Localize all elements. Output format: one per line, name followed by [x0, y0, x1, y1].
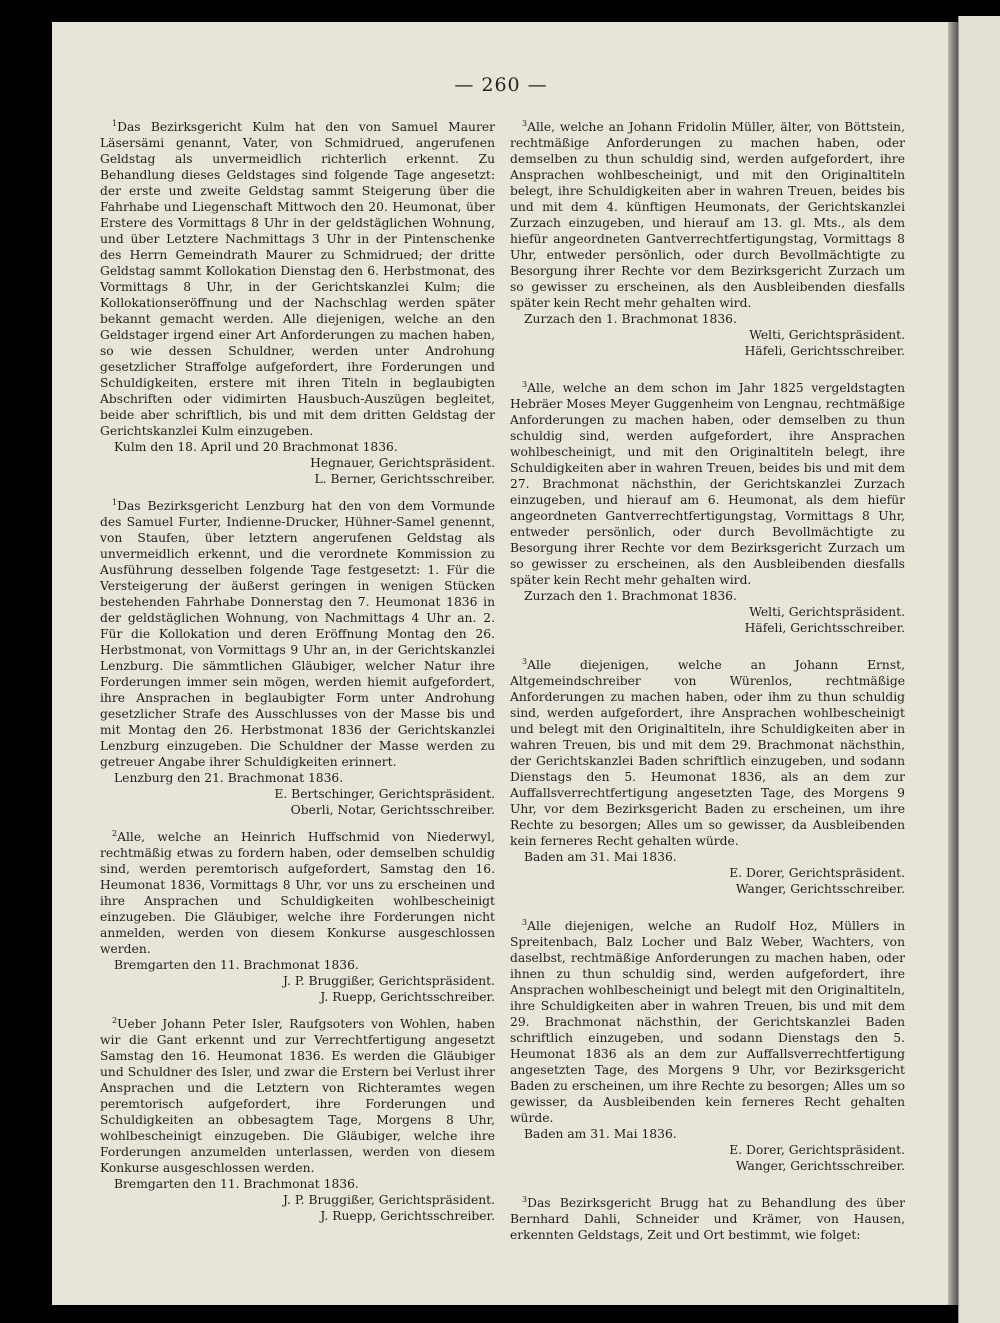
signature-president: J. P. Bruggißer, Gerichtspräsident.	[283, 974, 495, 989]
notice-place-date: Baden am 31. Mai 1836.	[524, 1127, 677, 1142]
notice-place-date: Baden am 31. Mai 1836.	[524, 850, 677, 865]
notice-text: Alle diejenigen, welche an Johann Ernst, Altgemeindschreiber von Würenlos, rechtmäßige Anforderungen zu machen haben, oder ihm zu thun schuldig sind, werden aufgefordert, ihre Ansprachen wohlbescheinigt und belegt mit den Originaltiteln, ihre Schuldigkeiten aber in wahren Treuen, bis und mit dem 29. Brachmonat nächsthin, der Gerichtskanzlei Baden schriftlich einzugeben, und sodann Dienstags den 5. Heumonat 1836, als an dem zur Auffallsverrechtfertigung angesetzten Tage, des Morgens 9 Uhr, vor dem Bezirksgericht Baden zu erscheinen, um ihre Rechte zu besorgen; Alles um so gewisser, da Ausbleibenden kein ferneres Recht gehalten würde.	[510, 658, 905, 849]
signature-president: E. Dorer, Gerichtspräsident.	[729, 866, 905, 881]
left-column	[100, 116, 495, 1232]
page-gutter-shadow	[948, 22, 958, 1305]
page-number: — 260 —	[454, 74, 548, 96]
signature-clerk: J. Ruepp, Gerichtsschreiber.	[320, 990, 495, 1005]
footnote-marker: 3	[522, 1195, 528, 1205]
footnote-marker: 3	[522, 119, 528, 128]
signature-president: E. Dorer, Gerichtspräsident.	[729, 1143, 905, 1158]
footnote-marker: 3	[522, 380, 528, 390]
notice-text: Alle, welche an Johann Fridolin Müller, älter, von Böttstein, rechtmäßige Anforderungen zu machen haben, oder demselben zu thun schuldig sind, werden aufgefordert, ihre Ansprachen wohlbescheinigt, und mit den Originaltiteln belegt, ihre Schuldigkeiten aber in wahren Treuen, beides bis und mit dem 4. künftigen Heumonats, der Gerichtskanzlei Zurzach einzugeben, und hierauf am 13. gl. Mts., als dem hiefür angeordneten Gantverrechtfertigungstag, Vormittags 8 Uhr, entweder persönlich, oder durch Bevollmächtigte zu Besorgung ihrer Rechte vor dem Bezirksgericht Zurzach um so gewisser zu erscheinen, als den Ausbleibenden diesfalls später kein Recht mehr gehalten wird.	[510, 120, 905, 311]
notice-text: Ueber Johann Peter Isler, Raufgsoters von Wohlen, haben wir die Gant erkennt und zur Verrechtfertigung angesetzt Samstag den 16. Heumonat 1836. Es werden die Gläubiger und Schuldner des Isler, und zwar die Erstern bei Verlust ihrer Ansprachen und die Letztern von Richteramtes wegen peremtorisch aufgefordert, ihre Forderungen und Schuldigkeiten an obbesagtem Tage, Morgens 8 Uhr, wohlbescheinigt einzugeben. Die Gläubiger, welche ihre Forderungen anzumelden unterlassen, werden von diesem Konkurse ausgeschlossen werden.	[100, 1017, 495, 1176]
right-column	[510, 116, 905, 1251]
footnote-marker: 3	[522, 657, 528, 667]
facing-page-edge	[958, 16, 1000, 1323]
notice-place-date: Kulm den 18. April und 20 Brachmonat 1836.	[114, 440, 398, 455]
signature-president: Welti, Gerichtspräsident.	[749, 605, 905, 620]
footnote-marker: 1	[112, 119, 118, 128]
notice-place-date: Zurzach den 1. Brachmonat 1836.	[524, 589, 737, 604]
signature-clerk: Wanger, Gerichtsschreiber.	[735, 1159, 905, 1174]
notice	[100, 826, 495, 1005]
notice	[510, 1192, 905, 1243]
signature-president: Welti, Gerichtspräsident.	[749, 328, 905, 343]
notice	[510, 915, 905, 1174]
notice-text: Alle, welche an dem schon im Jahr 1825 vergeldstagten Hebräer Moses Meyer Guggenheim von Lengnau, rechtmäßige Anforderungen zu machen haben, oder demselben zu thun schuldig sind, werden aufgefordert, ihre Ansprachen wohlbescheinigt, und mit den Originaltiteln belegt, ihre Schuldigkeiten aber in wahren Treuen, beides bis und mit dem 27. Brachmonat nächsthin, der Gerichtskanzlei Zurzach einzugeben, und hierauf am 6. Heumonat, als dem hiefür angeordneten Gantverrechtfertigungstag, Vormittags 8 Uhr, entweder persönlich, oder durch Bevollmächtigte zu Besorgung ihrer Rechte vor dem Bezirksgericht Zurzach um so gewisser zu erscheinen, als den Ausbleibenden diesfalls später kein Recht mehr gehalten wird.	[510, 381, 905, 588]
notice	[510, 377, 905, 636]
footnote-marker: 2	[112, 829, 118, 839]
notice-text: Alle diejenigen, welche an Rudolf Hoz, Müllers in Spreitenbach, Balz Locher und Balz Weber, Wachters, von daselbst, rechtmäßige Anforderungen zu machen haben, oder ihnen zu thun schuldig sind, werden aufgefordert, ihre Ansprachen wohlbescheinigt und belegt mit den Originaltiteln, ihre Schuldigkeiten aber in wahren Treuen, bis und mit dem 29. Brachmonat nächsthin, der Gerichtskanzlei Baden schriftlich einzugeben, und sodann Dienstags den 5. Heumonat 1836 als an dem zur Auffallsverrechtfertigung angesetzten Tage, des Morgens 9 Uhr, vor Bezirksgericht Baden zu erscheinen, um ihre Rechte zu besorgen; Alles um so gewisser, da Ausbleibenden kein ferneres Recht gehalten würde.	[510, 919, 905, 1126]
footnote-marker: 1	[112, 498, 118, 508]
notice	[510, 654, 905, 897]
signature-clerk: Oberli, Notar, Gerichtsschreiber.	[290, 803, 495, 818]
notice	[510, 116, 905, 359]
notice-text: Alle, welche an Heinrich Huffschmid von Niederwyl, rechtmäßig etwas zu fordern haben, oder demselben schuldig sind, werden peremtorisch aufgefordert, Samstag den 16. Heumonat 1836, Vormittags 8 Uhr, vor uns zu erscheinen und ihre Ansprachen und Schuldigkeiten wohlbescheinigt einzugeben. Die Gläubiger, welche ihre Forderungen nicht anmelden, werden von diesem Konkurse ausgeschlossen werden.	[100, 830, 495, 957]
signature-clerk: L. Berner, Gerichtsschreiber.	[314, 472, 495, 487]
notice-place-date: Bremgarten den 11. Brachmonat 1836.	[114, 958, 359, 973]
notice-place-date: Bremgarten den 11. Brachmonat 1836.	[114, 1177, 359, 1192]
signature-clerk: Wanger, Gerichtsschreiber.	[735, 882, 905, 897]
signature-clerk: Häfeli, Gerichtsschreiber.	[744, 621, 905, 636]
signature-president: E. Bertschinger, Gerichtspräsident.	[274, 787, 495, 802]
notice-place-date: Lenzburg den 21. Brachmonat 1836.	[114, 771, 344, 786]
notice	[100, 116, 495, 487]
notice-text: Das Bezirksgericht Brugg hat zu Behandlung des über Bernhard Dahli, Schneider und Krämer, von Hausen, erkennten Geldstags, Zeit und Ort bestimmt, wie folget:	[510, 1196, 905, 1243]
notice-text: Das Bezirksgericht Lenzburg hat den von dem Vormunde des Samuel Furter, Indienne-Drucker, Hühner-Samel genennt, von Staufen, über letztern angerufenen Geldstag als unvermeidlich erkennt, und die verordnete Kommission zu Ausführung desselben folgende Tage festgesetzt: 1. Für die Versteigerung der äußerst geringen in wenigen Stücken bestehenden Fahrhabe Donnerstag den 7. Heumonat 1836 in der geldstäglichen Wohnung, von Nachmittags 4 Uhr an. 2. Für die Kollokation und deren Eröffnung Montag den 26. Herbstmonat, von Vormittags 9 Uhr an, in der Gerichtskanzlei Lenzburg. Die sämmtlichen Gläubiger, welcher Natur ihre Forderungen immer sein mögen, werden hiemit aufgefordert, ihre Ansprachen in beglaubigter Form unter Androhung gesetzlicher Strafe des Ausschlusses von der Masse bis und mit Montag den 26. Herbstmonat 1836 der Gerichtskanzlei Lenzburg einzugeben. Die Schuldner der Masse werden zu getreuer Angabe ihrer Schuldigkeiten erinnert.	[100, 499, 495, 770]
notice-text: Das Bezirksgericht Kulm hat den von Samuel Maurer Läsersämi genannt, Vater, von Schmidrued, angerufenen Geldstag als unvermeidlich richterlich erkennt. Zu Behandlung dieses Geldstages sind folgende Tage angesetzt: der erste und zweite Geldstag sammt Steigerung über die Fahrhabe und Liegenschaft Mittwoch den 20. Heumonat, über Erstere des Vormittags 8 Uhr in der geldstäglichen Wohnung, und über Letztere Nachmittags 3 Uhr in der Pintenschenke des Herrn Gemeindrath Maurer zu Schmidrued; der dritte Geldstag sammt Kollokation Dienstag den 6. Herbstmonat, des Vormittags 8 Uhr, in der Gerichtskanzlei Kulm; die Kollokationseröffnung und der Nachschlag werden später bekannt gemacht werden. Alle diejenigen, welche an den Geldstager irgend einer Art Anforderungen zu machen haben, so wie dessen Schuldner, werden unter Androhung gesetzlicher Straffolge aufgefordert, ihre Forderungen und Schuldigkeiten, erstere mit ihren Titeln in beglaubigten Abschriften oder vidimirten Hausbuch-Auszügen begleitet, beide aber schriftlich, bis und mit dem dritten Geldstag der Gerichtskanzlei Kulm einzugeben.	[100, 120, 495, 439]
footnote-marker: 2	[112, 1016, 118, 1026]
footnote-marker: 3	[522, 918, 528, 928]
signature-clerk: J. Ruepp, Gerichtsschreiber.	[320, 1209, 495, 1224]
signature-president: J. P. Bruggißer, Gerichtspräsident.	[283, 1193, 495, 1208]
newspaper-page	[52, 22, 950, 1305]
notice	[100, 1013, 495, 1224]
notice-place-date: Zurzach den 1. Brachmonat 1836.	[524, 312, 737, 327]
notice	[100, 495, 495, 818]
signature-president: Hegnauer, Gerichtspräsident.	[310, 456, 495, 471]
signature-clerk: Häfeli, Gerichtsschreiber.	[744, 344, 905, 359]
